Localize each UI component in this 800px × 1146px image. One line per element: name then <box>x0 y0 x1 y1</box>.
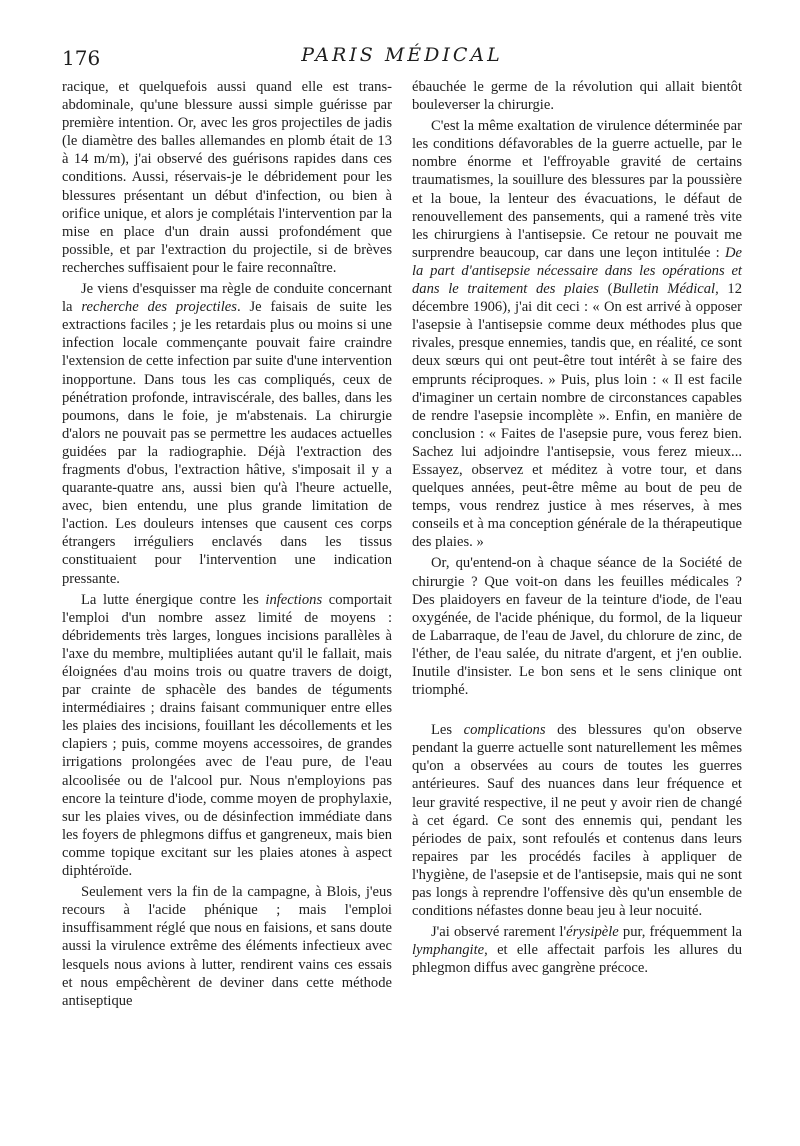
text-run: des blessures qu'on observe pendant la guerre actuelle sont naturellement les mêmes qu'on a observées au cours de toutes les guerres antérieures. Sauf des nuances dans leur fréquence et leur gravité respective, il ne peut y avoir rien de changé à cet égard. Ce sont des ennemis qui, pendant les périodes de paix, sont refoulés et contenus dans leurs repaires par les procédés faciles à appliquer de l'hygiène, de l'asepsie et de l'antisepsie, mais qui ne sont pas longs à reprendre l'offensive dès qu'un ensemble de conditions néfastes donne beau jeu à leur nocuité. <box>412 722 742 920</box>
text-run: J'ai observé rarement l' <box>431 924 567 941</box>
right-column <box>412 78 742 978</box>
paragraph-societe: Or, qu'entend-on à chaque séance de la Société de chirurgie ? Que voit-on dans les feuilles médicales ? Des plaidoyers en faveur de la teinture d'iode, de l'eau oxygénée, de l'acide phénique, du formol, de la liqueur de Labarraque, de l'eau de Javel, du chlorure de zinc, de l'éther, de l'eau salée, du nitrate d'argent, et j'en oublie. Inutile d'insister. Le bon sens et le sens clinique ont triomphé. <box>412 555 742 699</box>
italic-phrase: complications <box>463 722 546 739</box>
paragraph-erysipele <box>412 923 742 977</box>
italic-phrase: infections <box>265 591 323 608</box>
text-run: ( <box>598 281 613 298</box>
paragraph-infections <box>62 591 392 881</box>
text-run: Je viens d'esquisser ma règle de conduite concernant la <box>62 281 392 316</box>
text-run: pur, fréquemment la <box>618 924 742 941</box>
page-number: 176 <box>62 46 101 70</box>
text-run: comportait l'emploi d'un nombre assez limité de moyens : débridements très larges, longues incisions parallèles à l'axe du membre, multipliées autant qu'il le fallait, mais éloignées d'au moins trois ou quatre travers de doigt, par crainte de sphacèle des bandes de téguments intermédiaires ; drains faisant communiquer entre elles les plaies des incisions, fouillant les décollements et les clapiers ; puis, comme moyens accessoires, de grandes irrigations prolongées avec de l'eau pure, de l'eau alcoolisée ou de l'alcool pur. Nous n'employions pas encore la teinture d'iode, comme moyen de prophylaxie, sur les plaies vives, ou de désinfection immédiate dans les foyers de phlegmons diffus et gangreneux, mais bien comme topique excitant sur les plaies atones à aspect diphtéroïde. <box>62 591 392 880</box>
italic-phrase: érysipèle <box>566 924 619 941</box>
italic-phrase: lymphangite <box>412 942 485 959</box>
paragraph-complications <box>412 721 742 920</box>
paragraph-continuation: ébauchée le germe de la révolution qui allait bientôt bouleverser la chirurgie. <box>412 79 742 114</box>
text-run: , 12 décembre 1906), j'ai dit ceci : « On est arrivé à opposer l'asepsie à l'antisepsie comme deux méthodes plus que rivales, presque ennemies, tandis que, en réalité, ce sont deux sœurs qui ont peut-être tout intérêt à se faire des emprunts réciproques. » Puis, plus loin : « Il est facile d'imaginer un certain nombre de circonstances capables de rendre l'asepsie incomplète ». Enfin, en manière de conclusion : « Faites de l'asepsie pure, vous ferez bien. Sachez lui adjoindre l'antisepsie, vous ferez mieux... Essayez, observez et méditez à votre tour, et dans quelques années, peut-être même au bout de peu de temps, vous rendrez justice à mes réserves, à mes conseils et à ma conception générale de la thérapeutique des plaies. » <box>412 281 742 551</box>
text-run: . Je faisais de suite les extractions faciles ; je les retardais plus ou moins si une infection locale commençante pouvait faire craindre l'extension de cette infection par suite d'une intervention inopportune. Dans tous les cas compliqués, ceux de pénétration profonde, intraviscérale, des balles, dans les poumons, dans le foie, je m'abstenais. La chirurgie d'alors ne pouvait pas se permettre les audaces actuelles guidées par la radiographie. Déjà l'extraction des fragments d'obus, l'extraction hâtive, s'imposait il y a quarante-quatre ans, aussi bien qu'à l'heure actuelle, avec, bien entendu, une plus grande limitation de l'action. Les douleurs intenses que causent ces corps étrangers irréguliers enclavés dans les tissus constituaient pour l'intervention une indication pressante. <box>62 299 392 587</box>
page-header <box>62 42 742 72</box>
paragraph-projectiles <box>62 280 392 588</box>
text-run: C'est la même exaltation de virulence déterminée par les conditions défavorables de la guerre actuelle, par le nombre énorme et l'effroyable gravité de certains traumatismes, la souillure des blessures par la poussière et la boue, la lenteur des évacuations, le défaut de renouvellement des pansements, qui a ramené très vite les chirurgiens à l'antisepsie. Ce retour ne pouvait me surprendre beaucoup, car dans une leçon intitulée : <box>412 118 742 261</box>
text-run: , et elle affectait parfois les allures du phlegmon diffus avec gangrène précoce. <box>412 942 742 977</box>
left-column <box>62 78 392 1010</box>
journal-title: PARIS MÉDICAL <box>301 44 503 66</box>
italic-source: Bulletin Médical <box>612 281 716 298</box>
paragraph-antisepsie <box>412 117 742 551</box>
text-run: Les <box>431 722 464 739</box>
italic-phrase: recherche des projectiles <box>81 299 237 316</box>
italic-title: De la part d'antisepsie nécessaire dans les opérations et dans le traitement des plaies <box>412 244 742 298</box>
paragraph-blois: Seulement vers la fin de la campagne, à Blois, j'eus recours à l'acide phénique ; mais l'emploi insuffisamment réglé que nous en faisions, et sans doute aussi la virulence extrême des éléments infectieux avec lesquels nous avions à lutter, rendirent vains ces essais et nous empêchèrent de deviner dans cette méthode antiseptique <box>62 884 392 1009</box>
paragraph-continuation: racique, et quelquefois aussi quand elle est trans-abdominale, qu'une blessure aussi simple guérisse par première intention. Or, avec les gros projectiles de jadis (le diamètre des balles allemandes en plomb était de 13 à 14 m/m), j'ai observé des guérisons rapides dans ces conditions. Aussi, réservais-je le débridement pour les blessures présentant un début d'infection, ou bien à orifice unique, et alors je complétais l'intervention par la mise en place d'un drain aussi profondément que possible, et par l'extraction du projectile, si de brèves recherches suffisaient pour le faire reconnaître. <box>62 79 392 276</box>
text-run: La lutte énergique contre les <box>81 591 266 608</box>
